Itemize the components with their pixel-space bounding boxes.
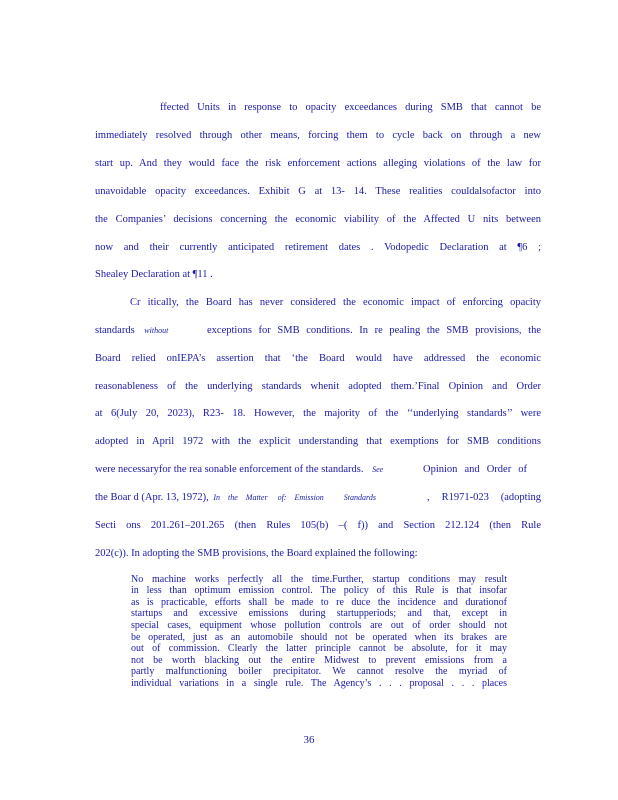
blockquote-line: special cases, equipment whose pollution controls are out of order should not [131, 620, 507, 631]
blockquote-line: be operated, just as an automobile should not be operated when its brakes are [131, 632, 507, 643]
body-line: Cr itically, the Board has never considered the economic impact of enforcing opacity [130, 297, 541, 308]
body-line: start up. And they would face the risk enforcement actions alleging violations of the law for [95, 158, 541, 169]
blockquote-line: as is practicable, efforts shall be made to re duce the incidence and durationof [131, 597, 507, 608]
blockquote-line: not be worth blacking out the entire Midwest to prevent emissions from a [131, 655, 507, 666]
line-part: were necessaryfor the rea sonable enforcement of the standards. [95, 464, 364, 475]
body-line: unavoidable opacity exceedances. Exhibit G at 13- 14. These realities couldalsofactor into [95, 186, 541, 197]
italic-phrase: See [372, 465, 384, 474]
body-line: Opinion and Order of [423, 464, 527, 475]
italic-phrase: In the Matter of: Emission Standards [213, 493, 376, 502]
body-line: Shealey Declaration at ¶11 . [95, 269, 213, 280]
body-line: immediately resolved through other means, forcing them to cycle back on through a new [95, 130, 541, 141]
body-line: at 6(July 20, 2023), R23- 18. However, the majority of the ‘‘underlying standards’’ were [95, 408, 541, 419]
blockquote-line: individual variations in a single rule. The Agency’s . . . proposal . . . places [131, 678, 507, 689]
italic-phrase: without [144, 326, 169, 335]
blockquote-line: startups and excessive emissions during startupperiods; and that, except in [131, 608, 507, 619]
body-line: the Companies’ decisions concerning the economic viability of the Affected U nits between [95, 214, 541, 225]
body-line: Board relied onIEPA’s assertion that ‘the Board would have addressed the economic [95, 353, 541, 364]
blockquote-line: No machine works perfectly all the time.Further, startup conditions may result [131, 574, 507, 585]
blockquote-line: partly malfunctioning boiler precipitator. We cannot resolve the myriad of [131, 666, 507, 677]
line-part: standards [95, 325, 135, 336]
body-line: , R1971-023 (adopting [427, 492, 541, 503]
body-line: reasonableness of the underlying standards whenit adopted them.’Final Opinion and Order [95, 381, 541, 392]
page-number: 36 [303, 734, 315, 746]
line-part: the Boar d (Apr. 13, 1972), [95, 492, 209, 503]
body-line: exceptions for SMB conditions. In re pealing the SMB provisions, the [207, 325, 541, 336]
blockquote-line: out of commission. Clearly the latter principle cannot be absolute, for it may [131, 643, 507, 654]
blockquote-line: in less than optimum emission control. The policy of this Rule is that insofar [131, 585, 507, 596]
body-line: ffected Units in response to opacity exceedances during SMB that cannot be [160, 102, 541, 113]
body-line: now and their currently anticipated retirement dates . Vodopedic Declaration at ¶6 ; [95, 242, 541, 253]
body-line: 202(c)). In adopting the SMB provisions, the Board explained the following: [95, 548, 418, 559]
body-line: adopted in April 1972 with the explicit understanding that exemptions for SMB conditions [95, 436, 541, 447]
body-line: Secti ons 201.261–201.265 (then Rules 105(b) –( f)) and Section 212.124 (then Rule [95, 520, 541, 531]
